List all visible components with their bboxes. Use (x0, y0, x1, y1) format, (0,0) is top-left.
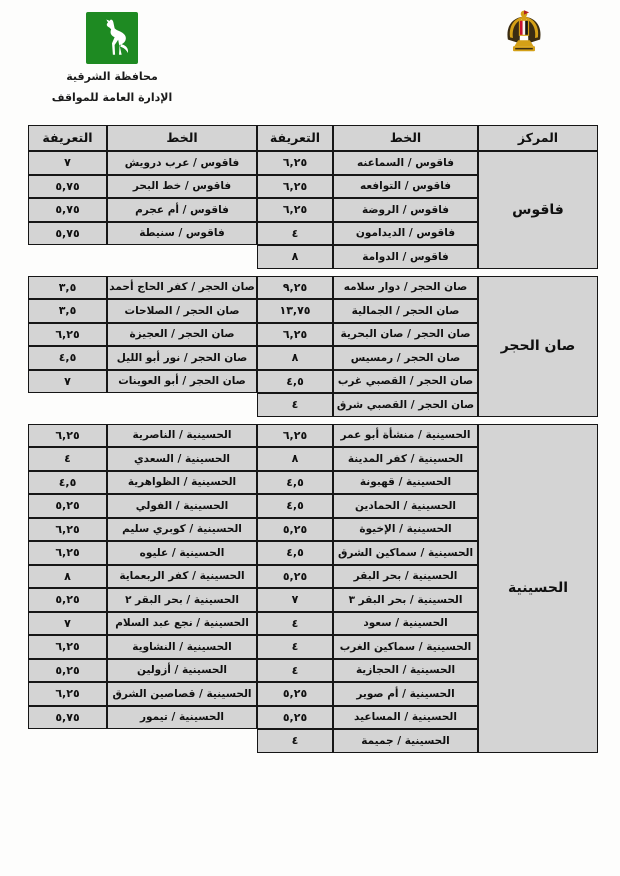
tariff-cell: ٦,٢٥ (257, 424, 333, 448)
tariff-cell: ٥,٧٥ (28, 198, 107, 222)
tariff-cell: ٩,٢٥ (257, 276, 333, 300)
line-cell: صان الحجر / العجيزة (107, 323, 257, 347)
line-cell: الحسينية / قهبونة (333, 471, 478, 495)
tariff-cell: ٨ (28, 565, 107, 589)
line-cell: الحسينية / منشأة أبو عمر (333, 424, 478, 448)
line-cell: الحسينية / الحجازية (333, 659, 478, 683)
table-section-1 (28, 276, 598, 417)
line-cell: الحسينية / كفر الربعماية (107, 565, 257, 589)
line-cell: الحسينية / الإخيوة (333, 518, 478, 542)
tariff-cell: ٤ (28, 447, 107, 471)
line-cell: فاقوس / الديدامون (333, 222, 478, 246)
line-cell: صان الحجر / أبو العوينات (107, 370, 257, 394)
tariff-cell: ٦,٢٥ (257, 151, 333, 175)
line-cell: الحسينية / السعدي (107, 447, 257, 471)
tariff-cell: ٦,٢٥ (257, 175, 333, 199)
tariff-cell: ٤ (257, 393, 333, 417)
line-cell: الحسينية / الفولي (107, 494, 257, 518)
line-cell: الحسينية / النشاوية (107, 635, 257, 659)
line-cell: صان الحجر / الصلاحات (107, 299, 257, 323)
department-name: الإدارة العامة للمواقف (51, 91, 173, 104)
center-cell: صان الحجر (478, 276, 598, 417)
tariff-cell: ٤,٥ (257, 370, 333, 394)
tariff-cell: ٤,٥ (28, 346, 107, 370)
line-cell: الحسينية / قصاصين الشرق (107, 682, 257, 706)
tariff-cell: ٥,٧٥ (28, 175, 107, 199)
line-cell: الحسينية / بحر البقر (333, 565, 478, 589)
tariff-cell: ٦,٢٥ (28, 635, 107, 659)
governorate-name: محافظة الشرقية (66, 70, 158, 83)
tariff-cell: ٥,٢٥ (257, 706, 333, 730)
line-cell: فاقوس / الروضة (333, 198, 478, 222)
tariff-cell: ٣,٥ (28, 276, 107, 300)
line-cell: الحسينية / نجع عبد السلام (107, 612, 257, 636)
tariff-cell: ٤ (257, 729, 333, 753)
table-section-2 (28, 424, 598, 753)
line-cell: الحسينية / كوبري سليم (107, 518, 257, 542)
tariff-cell: ٤ (257, 659, 333, 683)
tariff-cell: ٥,٢٥ (257, 518, 333, 542)
line-cell: الحسينية / الحمادين (333, 494, 478, 518)
line-cell: صان الحجر / القصبي شرق (333, 393, 478, 417)
tariff-cell: ٥,٢٥ (28, 659, 107, 683)
table-header-row (28, 125, 598, 151)
tariff-cell: ٧ (28, 612, 107, 636)
tariff-cell: ٧ (28, 370, 107, 394)
line-cell: صان الحجر / رمسيس (333, 346, 478, 370)
center-cell: الحسينية (478, 424, 598, 753)
line-cell: الحسينية / عليوه (107, 541, 257, 565)
header-cell-center: المركز (478, 125, 598, 151)
tariff-cell: ٨ (257, 447, 333, 471)
tariff-cell: ٥,٢٥ (257, 565, 333, 589)
line-cell: الحسينية / جميمة (333, 729, 478, 753)
line-cell: الحسينية / الظواهرية (107, 471, 257, 495)
tariff-cell: ٤,٥ (257, 494, 333, 518)
header-cell-line-right: الخط (333, 125, 478, 151)
tariff-cell: ٥,٢٥ (28, 588, 107, 612)
tariff-cell: ٧ (28, 151, 107, 175)
tariff-cell: ٥,٢٥ (257, 682, 333, 706)
tariff-cell: ٤,٥ (257, 541, 333, 565)
line-cell: فاقوس / التوافعه (333, 175, 478, 199)
tariff-table-body (28, 151, 598, 753)
center-cell: فاقوس (478, 151, 598, 269)
header-cell-line-left: الخط (107, 125, 257, 151)
tariff-cell: ٦,٢٥ (28, 518, 107, 542)
line-cell: فاقوس / أم عجرم (107, 198, 257, 222)
tariff-cell: ٥,٢٥ (28, 494, 107, 518)
line-cell: الحسينية / سماكين الشرق (333, 541, 478, 565)
tariff-cell: ٤ (257, 222, 333, 246)
line-cell: الحسينية / بحر البقر ٣ (333, 588, 478, 612)
header-cell-tariff-left: التعريفة (28, 125, 107, 151)
line-cell: الحسينية / بحر البقر ٢ (107, 588, 257, 612)
line-cell: فاقوس / سنيطة (107, 222, 257, 246)
tariff-cell: ٤,٥ (28, 471, 107, 495)
tariff-cell: ٧ (257, 588, 333, 612)
tariff-cell: ٤ (257, 612, 333, 636)
eagle-icon (502, 8, 546, 55)
line-cell: فاقوس / الدوامة (333, 245, 478, 269)
line-cell: فاقوس / عرب درويش (107, 151, 257, 175)
table-section-0 (28, 151, 598, 269)
tariff-cell: ٦,٢٥ (257, 198, 333, 222)
line-cell: صان الحجر / الجمالية (333, 299, 478, 323)
tariff-cell: ٤,٥ (257, 471, 333, 495)
egypt-eagle-emblem (502, 8, 546, 64)
tariff-cell: ٦,٢٥ (257, 323, 333, 347)
tariff-table (28, 125, 598, 753)
tariff-cell: ٦,٢٥ (28, 682, 107, 706)
line-cell: الحسينية / سعود (333, 612, 478, 636)
tariff-cell: ٦,٢٥ (28, 323, 107, 347)
header-cell-tariff-right: التعريفة (257, 125, 333, 151)
tariff-cell: ١٣,٧٥ (257, 299, 333, 323)
tariff-cell: ٤ (257, 635, 333, 659)
horse-icon (90, 16, 134, 60)
sharqia-governorate-logo (86, 12, 138, 64)
line-cell: صان الحجر / كفر الحاج أحمد (107, 276, 257, 300)
line-cell: صان الحجر / نور أبو الليل (107, 346, 257, 370)
line-cell: صان الحجر / دوار سلامه (333, 276, 478, 300)
line-cell: فاقوس / خط البحر (107, 175, 257, 199)
line-cell: الحسينية / أزولين (107, 659, 257, 683)
line-cell: صان الحجر / القصبي غرب (333, 370, 478, 394)
line-cell: الحسينية / الناصرية (107, 424, 257, 448)
org-header (20, 66, 204, 108)
tariff-cell: ٨ (257, 245, 333, 269)
line-cell: فاقوس / السماعنه (333, 151, 478, 175)
line-cell: صان الحجر / صان البحرية (333, 323, 478, 347)
tariff-cell: ٥,٧٥ (28, 222, 107, 246)
line-cell: الحسينية / تيمور (107, 706, 257, 730)
line-cell: الحسينية / المساعيد (333, 706, 478, 730)
line-cell: الحسينية / كفر المدينة (333, 447, 478, 471)
tariff-cell: ٦,٢٥ (28, 424, 107, 448)
tariff-cell: ٥,٧٥ (28, 706, 107, 730)
tariff-cell: ٦,٢٥ (28, 541, 107, 565)
tariff-cell: ٣,٥ (28, 299, 107, 323)
line-cell: الحسينية / سماكين الغرب (333, 635, 478, 659)
tariff-cell: ٨ (257, 346, 333, 370)
line-cell: الحسينية / أم صوير (333, 682, 478, 706)
